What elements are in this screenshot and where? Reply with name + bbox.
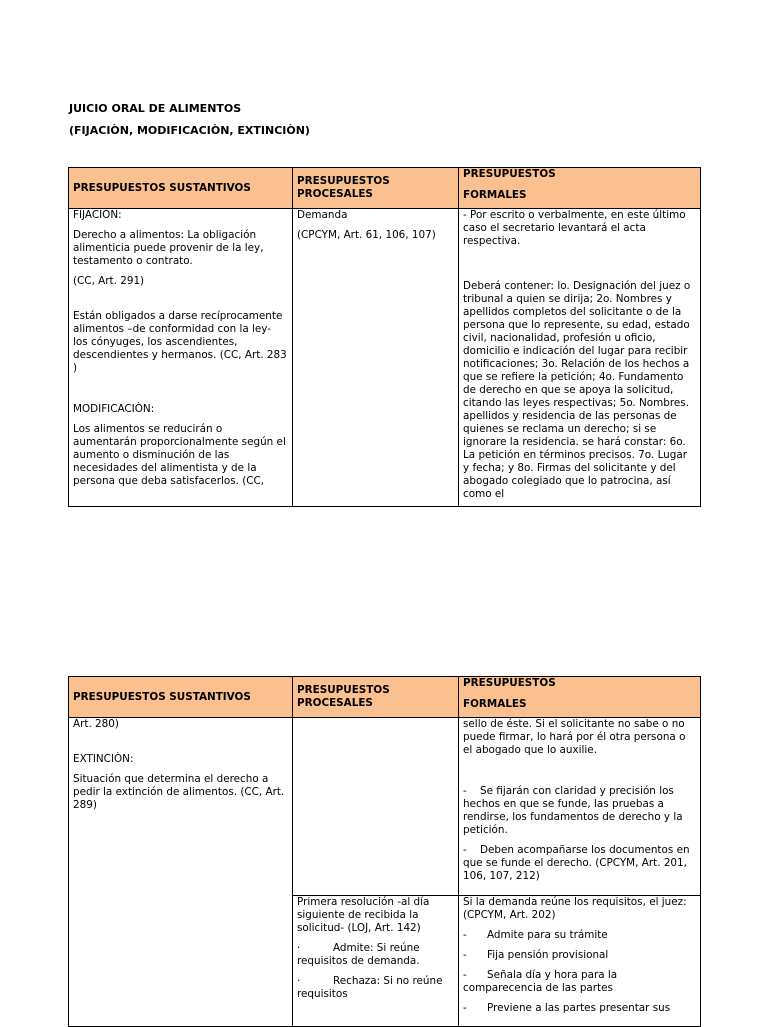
text-se-fijaran: Se fijarán con claridad y precisión los hechos en que se funde, las pruebas a rendirse, los fundamentos de derecho y la petición. bbox=[463, 785, 683, 836]
header-formales-line1: PRESUPUESTOS bbox=[463, 168, 556, 180]
text-art-280: Art. 280) bbox=[73, 718, 119, 730]
header-procesales-label: PRESUPUESTOS PROCESALES bbox=[297, 684, 390, 709]
text-rechaza: Rechaza: Si no reúne requisitos bbox=[297, 975, 443, 1000]
text-modificacion-body: Los alimentos se reducirán o aumentarán proporcionalmente según el aumento o disminución de las necesidades del alimentista y de la persona que deba satisfacerlos. (CC, bbox=[73, 423, 286, 487]
text-senala-dia: Señala día y hora para la comparecencia de las partes bbox=[463, 969, 618, 994]
text-modificacion-heading: MODIFICACIÒN: bbox=[73, 403, 155, 415]
header-formales-line1: PRESUPUESTOS bbox=[463, 677, 556, 689]
text-extincion-heading: EXTINCIÒN: bbox=[73, 753, 134, 765]
text-demanda: Demanda bbox=[297, 209, 348, 221]
bullet-dot: · bbox=[297, 942, 301, 954]
text-deben-acompanarse: Deben acompañarse los documentos en que se funde el derecho. (CPCYM, Art. 201, 106, 107, 212) bbox=[463, 844, 690, 882]
dash-marker: - bbox=[463, 949, 467, 961]
document-title: JUICIO ORAL DE ALIMENTOS bbox=[69, 102, 242, 115]
text-admite: Admite: Si reúne requisitos de demanda. bbox=[297, 942, 420, 967]
text-fija-pension: Fija pensión provisional bbox=[487, 949, 609, 961]
dash-marker: - bbox=[463, 969, 467, 981]
table-row bbox=[69, 718, 701, 896]
cell-sustantivos bbox=[69, 718, 293, 1027]
cell-primera-resolucion bbox=[293, 896, 459, 1027]
text-previene: Previene a las partes presentar sus bbox=[487, 1002, 671, 1014]
header-formales-line2: FORMALES bbox=[463, 698, 527, 710]
dash-marker: - bbox=[463, 844, 467, 856]
table-row bbox=[69, 209, 701, 507]
cell-sustantivos bbox=[69, 209, 293, 507]
text-cc-291: (CC, Art. 291) bbox=[73, 275, 145, 287]
text-por-escrito: - Por escrito o verbalmente, en este último caso el secretario levantará el acta respectiva. bbox=[463, 209, 686, 247]
table-page-1 bbox=[68, 167, 701, 507]
text-sello: sello de éste. Si el solicitante no sabe o no puede firmar, lo hará por él otra persona o el abogado que lo auxilie. bbox=[463, 718, 686, 756]
header-formales-line2: FORMALES bbox=[463, 189, 527, 201]
cell-requisitos-juez bbox=[459, 896, 701, 1027]
header-sustantivos bbox=[69, 168, 293, 209]
header-procesales bbox=[293, 677, 459, 718]
table-header-row bbox=[69, 677, 701, 718]
text-primera-resolucion: Primera resolución -al día siguiente de recibida la solicitud- (LOJ, Art. 142) bbox=[297, 896, 430, 934]
header-procesales bbox=[293, 168, 459, 209]
header-formales bbox=[459, 168, 701, 209]
text-fijacion-heading: FIJACIÒN: bbox=[73, 209, 122, 221]
dash-marker: - bbox=[463, 785, 467, 797]
header-formales bbox=[459, 677, 701, 718]
text-derecho-alimentos: Derecho a alimentos: La obligación alimenticia puede provenir de la ley, testamento o contrato. bbox=[73, 229, 264, 267]
header-procesales-label: PRESUPUESTOS PROCESALES bbox=[297, 175, 390, 200]
header-sustantivos bbox=[69, 677, 293, 718]
dash-marker: - bbox=[463, 929, 467, 941]
text-obligados: Están obligados a darse recíprocamente alimentos –de conformidad con la ley- los cónyuges, los ascendientes, descendientes y hermanos. (CC, Art. 283 ) bbox=[73, 310, 287, 374]
header-sustantivos-label: PRESUPUESTOS SUSTANTIVOS bbox=[73, 690, 251, 703]
text-si-la-demanda: Si la demanda reúne los requisitos, el juez: (CPCYM, Art. 202) bbox=[463, 896, 687, 921]
header-sustantivos-label: PRESUPUESTOS SUSTANTIVOS bbox=[73, 181, 251, 194]
cell-formales bbox=[459, 209, 701, 507]
text-extincion-body: Situación que determina el derecho a pedir la extinción de alimentos. (CC, Art. 289) bbox=[73, 773, 285, 811]
document-subtitle: (FIJACIÒN, MODIFICACIÒN, EXTINCIÒN) bbox=[69, 124, 310, 137]
dash-marker: - bbox=[463, 1002, 467, 1014]
text-debera-contener: Deberá contener: lo. Designación del juez o tribunal a quien se dirija; 2o. Nombres y apellidos completos del solicitante o de la persona que lo represente, su edad, estado civil, nacionalidad, profesión u oficio, domicilio e indicación del lugar para recibir notificaciones; 3o. Relación de los hechos a que se refiere la petición; 4o. Fundamento de derecho en que se apoya la solicitud, citando las leyes respectivas; 5o. Nombres. apellidos y residencia de las personas de quienes se reclama un derecho; si se ignorare la residencia. se hará constar: 6o. La petición en términos precisos. 7o. Lugar y fecha; y 8o. Firmas del solicitante y del abogado colegiado que lo patrocina, así como el bbox=[463, 280, 691, 500]
cell-formales bbox=[459, 718, 701, 896]
cell-procesales-empty bbox=[293, 718, 459, 896]
bullet-dot: · bbox=[297, 975, 301, 987]
cell-procesales bbox=[293, 209, 459, 507]
text-cpcym-61: (CPCYM, Art. 61, 106, 107) bbox=[297, 229, 436, 241]
text-admite-tramite: Admite para su trámite bbox=[487, 929, 608, 941]
table-header-row bbox=[69, 168, 701, 209]
table-page-2 bbox=[68, 676, 701, 1027]
